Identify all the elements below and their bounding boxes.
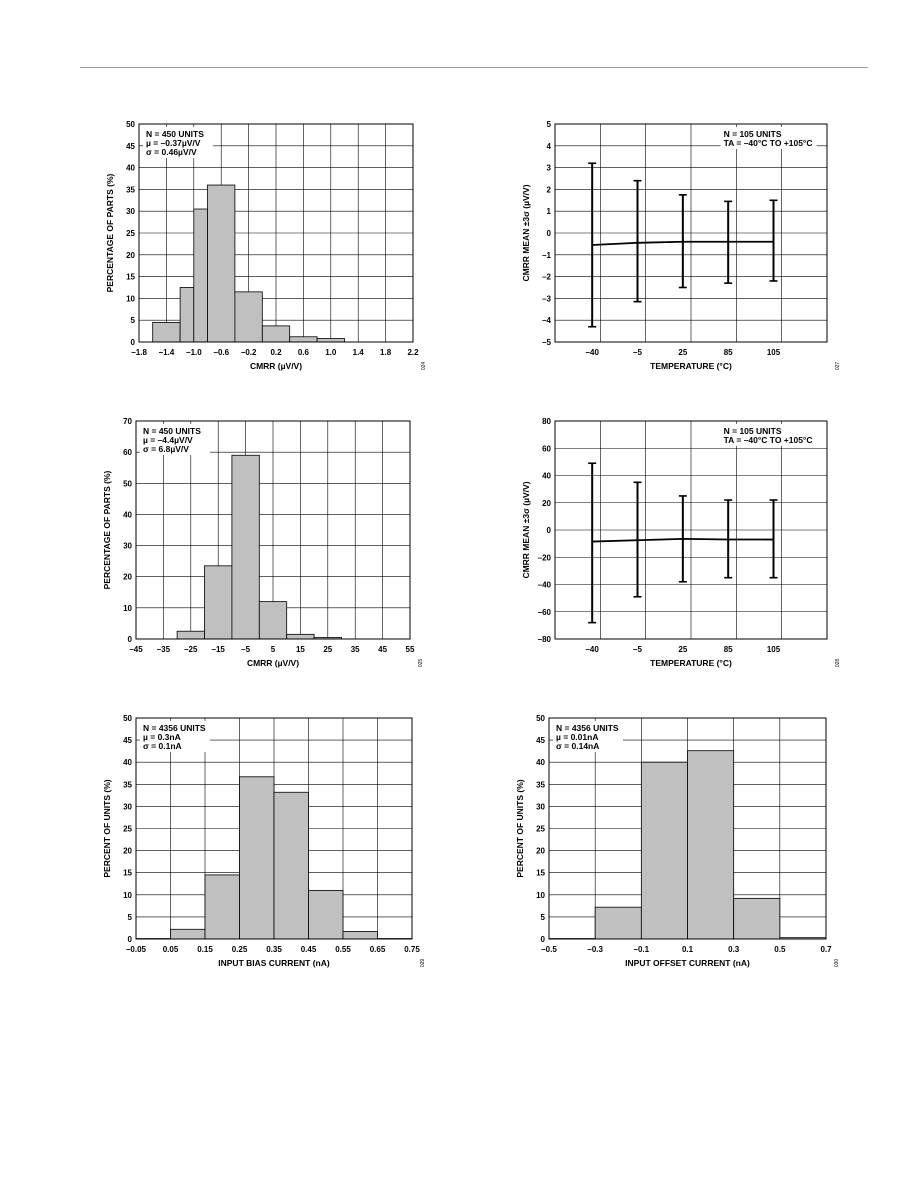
x-tick-label: –45	[129, 645, 143, 654]
histogram-bar	[734, 898, 780, 939]
y-tick-label: 10	[123, 890, 132, 900]
x-tick-label: 25	[678, 348, 688, 357]
figure-id: 028	[835, 658, 841, 668]
histogram-bar	[688, 751, 734, 939]
x-tick-label: 1.8	[380, 348, 392, 357]
y-tick-label: 20	[123, 846, 132, 856]
x-tick-label: 105	[766, 348, 781, 357]
x-tick-label: 0.35	[266, 945, 282, 954]
histogram-bar	[317, 339, 344, 342]
histogram-bar	[171, 929, 206, 939]
x-tick-label: 1.4	[352, 348, 364, 357]
annotation-line: µ = –0.37µV/V	[146, 138, 201, 148]
y-tick-label: 40	[126, 163, 135, 173]
y-tick-label: 50	[126, 120, 135, 129]
x-tick-label: 0.2	[270, 348, 282, 357]
annotation-line: µ = 0.01nA	[556, 732, 599, 742]
x-tick-label: −1.8	[131, 348, 147, 357]
x-tick-label: –0.05	[125, 945, 147, 954]
y-tick-label: 40	[123, 510, 132, 520]
histogram-bar	[208, 185, 235, 342]
y-tick-label: 30	[536, 802, 545, 812]
y-tick-label: 0	[546, 229, 551, 238]
y-tick-label: 45	[126, 141, 135, 151]
x-tick-label: 0.75	[404, 945, 420, 954]
histogram-bar	[274, 792, 309, 939]
x-tick-label: 0.15	[197, 945, 213, 954]
y-tick-label: 0	[546, 526, 551, 535]
y-tick-label: 30	[123, 541, 132, 551]
annotation-line: N = 450 UNITS	[146, 129, 204, 139]
x-tick-label: 0.5	[774, 945, 786, 954]
x-tick-label: 0.6	[297, 348, 309, 357]
y-axis-label: PERCENTAGE OF PARTS (%)	[102, 470, 112, 590]
y-tick-label: –4	[542, 316, 551, 326]
y-tick-label: 15	[536, 868, 545, 878]
x-tick-label: 1.0	[325, 348, 337, 357]
x-tick-label: 0.65	[369, 945, 386, 954]
annotation-line: N = 105 UNITS	[723, 426, 782, 436]
y-tick-label: 10	[536, 890, 545, 900]
x-tick-label: –15	[211, 645, 225, 654]
x-axis-label: CMRR (µV/V)	[249, 361, 303, 371]
x-axis-label: TEMPERATURE (°C)	[650, 658, 732, 668]
y-tick-label: 20	[536, 846, 545, 856]
y-tick-label: 70	[123, 417, 132, 426]
x-tick-label: −0.6	[213, 348, 230, 357]
y-tick-label: –3	[542, 294, 551, 304]
y-tick-label: 0	[540, 935, 545, 944]
y-tick-label: 5	[130, 316, 135, 326]
x-tick-label: 0.7	[820, 945, 832, 954]
chart-2	[521, 120, 841, 371]
histogram-bar	[205, 875, 240, 939]
y-tick-label: 50	[123, 479, 132, 489]
annotation-line: µ = 0.3nA	[143, 732, 181, 742]
x-tick-label: –0.3	[587, 945, 603, 954]
x-tick-label: 55	[405, 645, 415, 654]
x-tick-label: 105	[766, 645, 781, 654]
figure-id: 029	[420, 958, 426, 968]
x-tick-label: 5	[270, 645, 276, 654]
y-tick-label: 20	[126, 250, 135, 260]
y-tick-label: 30	[126, 207, 135, 217]
y-tick-label: 5	[540, 912, 545, 922]
chart-3	[102, 417, 424, 668]
y-tick-label: 20	[542, 498, 551, 508]
x-tick-label: –5	[633, 348, 642, 357]
y-tick-label: 60	[542, 444, 551, 454]
y-tick-label: 25	[126, 229, 135, 238]
histogram-bar	[177, 631, 204, 639]
figure-id: 027	[835, 361, 841, 371]
y-tick-label: 35	[126, 185, 135, 195]
histogram-bar	[309, 890, 344, 939]
chart-4	[521, 417, 841, 668]
histogram-bar	[287, 634, 314, 639]
x-tick-label: –0.5	[541, 945, 557, 954]
x-tick-label: –25	[184, 645, 198, 654]
x-axis-label: TEMPERATURE (°C)	[650, 361, 732, 371]
y-tick-label: 40	[542, 471, 551, 481]
y-tick-label: 80	[542, 417, 551, 426]
annotation-line: N = 450 UNITS	[143, 426, 201, 436]
x-tick-label: 45	[378, 645, 388, 654]
annotation-line: σ = 0.46µV/V	[146, 147, 197, 157]
y-tick-label: 0	[130, 338, 135, 347]
y-axis-label: PERCENT OF UNITS (%)	[515, 779, 525, 878]
y-tick-label: 10	[126, 294, 135, 304]
annotation-line: N = 4356 UNITS	[556, 723, 619, 733]
x-tick-label: 85	[723, 348, 733, 357]
y-tick-label: 40	[536, 758, 545, 768]
annotation-line: σ = 6.8µV/V	[143, 444, 189, 454]
annotation-ta: TA = –40°C TO +105°C	[723, 435, 813, 445]
x-tick-label: 0.05	[162, 945, 179, 954]
histogram-bar	[290, 337, 317, 342]
y-tick-label: 50	[123, 714, 132, 723]
x-tick-label: 35	[350, 645, 360, 654]
histogram-bar	[194, 209, 208, 342]
histogram-bar	[343, 931, 378, 939]
y-tick-label: 2	[546, 185, 551, 195]
y-tick-label: 10	[123, 603, 132, 613]
annotation-line: N = 4356 UNITS	[143, 723, 206, 733]
x-tick-label: 25	[678, 645, 688, 654]
y-tick-label: –80	[537, 635, 551, 644]
y-axis-label: CMRR MEAN ±3σ (µV/V)	[521, 481, 531, 579]
y-tick-label: 4	[546, 141, 551, 151]
y-axis-label: CMRR MEAN ±3σ (µV/V)	[521, 184, 531, 282]
y-tick-label: –2	[542, 272, 551, 282]
x-tick-label: –0.1	[633, 945, 650, 954]
y-axis-label: PERCENT OF UNITS (%)	[102, 779, 112, 878]
y-tick-label: 50	[536, 714, 545, 723]
y-tick-label: 1	[546, 207, 551, 217]
x-tick-label: 2.2	[407, 348, 419, 357]
chart-5	[102, 714, 426, 968]
x-tick-label: −1.0	[185, 348, 202, 357]
y-tick-label: 15	[126, 272, 135, 282]
y-tick-label: 25	[123, 824, 132, 834]
x-tick-label: –35	[156, 645, 171, 654]
x-tick-label: −1.4	[158, 348, 175, 357]
annotation-line	[724, 138, 813, 148]
y-tick-label: 0	[127, 635, 132, 644]
annotation-line: σ = 0.1nA	[143, 741, 182, 751]
chart-1	[105, 120, 427, 371]
figure-id: 024	[421, 361, 427, 371]
x-tick-label: –5	[241, 645, 251, 654]
y-tick-label: 20	[123, 572, 132, 582]
x-tick-label: 0.55	[335, 945, 351, 954]
y-tick-label: 3	[546, 163, 551, 173]
annotation-line: N = 105 UNITS	[723, 129, 782, 139]
histogram-bar	[262, 326, 289, 342]
x-tick-label: 15	[295, 645, 305, 654]
y-tick-label: 60	[123, 448, 132, 458]
y-axis-label: PERCENTAGE OF PARTS (%)	[105, 173, 115, 293]
x-tick-label: 85	[723, 645, 733, 654]
x-tick-label: 0.25	[231, 945, 248, 954]
x-tick-label: –40	[585, 645, 599, 654]
y-tick-label: 30	[123, 802, 132, 812]
y-tick-label: 35	[536, 780, 545, 790]
y-tick-label: 45	[536, 736, 545, 746]
y-tick-label: –40	[537, 580, 551, 590]
y-tick-label: 45	[123, 736, 132, 746]
x-tick-label: 0.3	[728, 945, 740, 954]
figure-id: 025	[418, 658, 424, 668]
x-tick-label: −40	[585, 348, 599, 357]
histogram-bar	[153, 322, 180, 342]
annotation-line	[724, 435, 813, 445]
y-tick-label: 35	[123, 780, 132, 790]
y-tick-label: –20	[537, 553, 551, 563]
histogram-bar	[595, 907, 641, 939]
histogram-bar	[235, 292, 262, 342]
histogram-bar	[240, 777, 275, 939]
y-tick-label: 5	[546, 120, 551, 129]
x-tick-label: 25	[323, 645, 333, 654]
x-tick-label: –5	[633, 645, 642, 654]
y-tick-label: 0	[127, 935, 132, 944]
y-tick-label: –5	[542, 338, 551, 347]
histogram-bar	[232, 455, 259, 639]
y-tick-label: 15	[123, 868, 132, 878]
histogram-bar	[641, 762, 687, 939]
chart-6	[515, 714, 840, 968]
y-tick-label: –1	[542, 250, 551, 260]
y-tick-label: 40	[123, 758, 132, 768]
figure-id: 030	[834, 958, 840, 968]
y-tick-label: –60	[537, 607, 551, 617]
histogram-bar	[259, 602, 286, 639]
y-tick-label: 25	[536, 824, 545, 834]
annotation-line: µ = –4.4µV/V	[143, 435, 193, 445]
y-tick-label: 5	[127, 912, 132, 922]
x-axis-label: CMRR (µV/V)	[246, 658, 300, 668]
histogram-bar	[180, 288, 194, 343]
annotation-line: σ = 0.14nA	[556, 741, 600, 751]
x-tick-label: −0.2	[240, 348, 257, 357]
x-tick-label: 0.45	[300, 945, 317, 954]
x-axis-label: INPUT BIAS CURRENT (nA)	[218, 958, 330, 968]
histogram-bar	[205, 566, 232, 639]
annotation-ta: TA = –40°C TO +105°C	[723, 138, 813, 148]
x-axis-label: INPUT OFFSET CURRENT (nA)	[625, 958, 750, 968]
x-tick-label: 0.1	[681, 945, 694, 954]
